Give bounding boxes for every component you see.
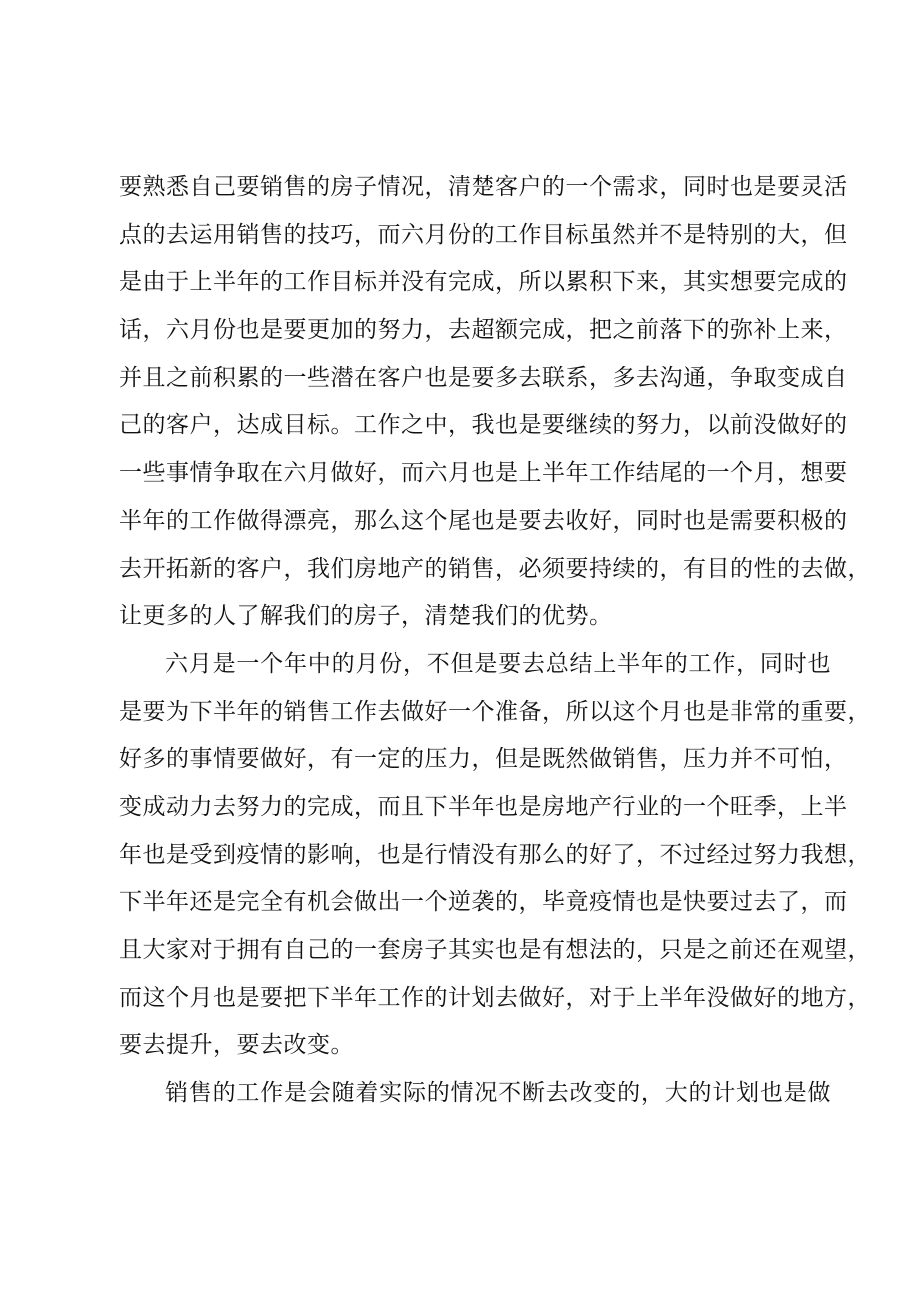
text-line: 去开拓新的客户，我们房地产的销售，必须要持续的，有目的性的去做， xyxy=(119,555,871,582)
text-line: 六月是一个年中的月份，不但是要去总结上半年的工作，同时也 xyxy=(165,650,831,677)
text-line: 让更多的人了解我们的房子，清楚我们的优势。 xyxy=(119,603,613,630)
text-line: 年也是受到疫情的影响，也是行情没有那么的好了，不过经过努力我想， xyxy=(119,841,871,868)
text-line: 要去提升，要去改变。 xyxy=(119,1032,354,1059)
text-line: 己的客户，达成目标。工作之中，我也是要继续的努力，以前没做好的 xyxy=(119,412,848,439)
text-line: 点的去运用销售的技巧，而六月份的工作目标虽然并不是特别的大，但 xyxy=(119,221,848,248)
text-line: 并且之前积累的一些潜在客户也是要多去联系，多去沟通，争取变成自 xyxy=(119,364,848,391)
text-line: 是要为下半年的销售工作去做好一个准备，所以这个月也是非常的重要， xyxy=(119,698,871,725)
text-line: 一些事情争取在六月做好，而六月也是上半年工作结尾的一个月，想要 xyxy=(119,460,848,487)
text-line: 半年的工作做得漂亮，那么这个尾也是要去收好，同时也是需要积极的 xyxy=(119,507,848,534)
text-line: 下半年还是完全有机会做出一个逆袭的，毕竟疫情也是快要过去了，而 xyxy=(119,889,848,916)
text-line: 而这个月也是要把下半年工作的计划去做好，对于上半年没做好的地方， xyxy=(119,984,871,1011)
document-body xyxy=(119,164,871,1118)
text-line: 变成动力去努力的完成，而且下半年也是房地产行业的一个旺季，上半 xyxy=(119,793,848,820)
text-line: 是由于上半年的工作目标并没有完成，所以累积下来，其实想要完成的 xyxy=(119,269,848,296)
text-line: 且大家对于拥有自己的一套房子其实也是有想法的，只是之前还在观望， xyxy=(119,937,871,963)
text-line: 要熟悉自己要销售的房子情况，清楚客户的一个需求，同时也是要灵活 xyxy=(119,174,848,200)
text-line: 销售的工作是会随着实际的情况不断去改变的，大的计划也是做 xyxy=(165,1080,831,1107)
text-line: 话，六月份也是要更加的努力，去超额完成，把之前落下的弥补上来， xyxy=(119,317,848,344)
text-line: 好多的事情要做好，有一定的压力，但是既然做销售，压力并不可怕， xyxy=(119,746,848,773)
